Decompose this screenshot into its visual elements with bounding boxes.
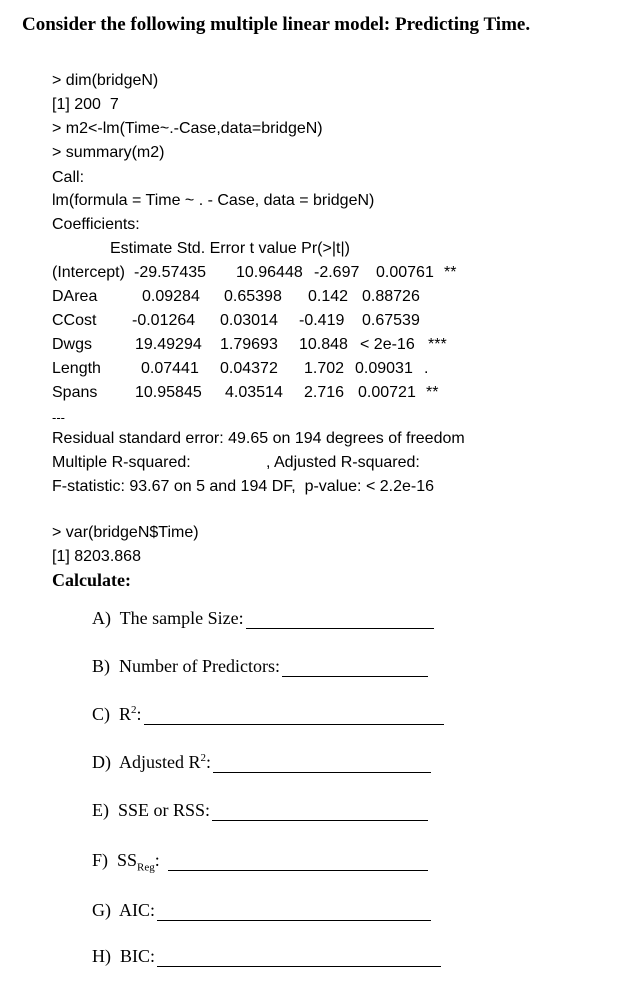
coef-std-error: 0.03014	[220, 312, 278, 329]
console-line: Call:	[52, 169, 85, 186]
question-num-predictors	[92, 656, 428, 677]
coef-std-error: 1.79693	[220, 336, 278, 353]
question-label: H) BIC:	[92, 946, 155, 966]
coef-t-value: 1.702	[304, 360, 345, 377]
question-sample-size	[92, 608, 434, 629]
coef-name: (Intercept)	[52, 264, 125, 281]
coef-p-value: 0.00721	[358, 384, 416, 401]
answer-blank[interactable]	[168, 852, 428, 871]
coef-std-error: 4.03514	[225, 384, 283, 401]
question-label: F) $SS_{Reg}$:	[92, 850, 160, 874]
coef-name: CCost	[52, 312, 97, 329]
coef-estimate: 0.09284	[142, 288, 200, 305]
answer-blank[interactable]	[144, 706, 444, 725]
coef-std-error: 0.65398	[224, 288, 282, 305]
console-line: > summary(m2)	[52, 144, 165, 161]
adjusted-rsq-label: , Adjusted R-squared:	[266, 454, 420, 471]
question-label: E) SSE or RSS:	[92, 800, 211, 820]
question-label: C) $R^2$:	[92, 704, 142, 724]
coef-estimate: 10.95845	[135, 384, 202, 401]
answer-blank[interactable]	[246, 610, 434, 629]
calculate-heading: Calculate:	[52, 570, 131, 590]
answer-blank[interactable]	[282, 658, 428, 677]
console-line: lm(formula = Time ~ . - Case, data = bridgeN)	[52, 192, 375, 209]
coef-t-value: 0.142	[308, 288, 349, 305]
coef-p-value: 0.00761	[376, 264, 434, 281]
coef-t-value: -0.419	[299, 312, 345, 329]
coef-name: Spans	[52, 384, 98, 401]
question-label: D) Adjusted $R^2$:	[92, 752, 212, 772]
coef-significance: .	[424, 360, 429, 377]
coef-significance: ***	[428, 336, 447, 353]
f-statistic-line: F-statistic: 93.67 on 5 and 194 DF, p-value: < 2.2e-16	[52, 478, 434, 495]
coef-header: Estimate Std. Error t value Pr(>|t|)	[110, 240, 350, 257]
coef-estimate: 19.49294	[135, 336, 202, 353]
console-line: [1] 200 7	[52, 96, 119, 113]
coef-name: Dwgs	[52, 336, 93, 353]
coef-estimate: 0.07441	[141, 360, 199, 377]
answer-blank[interactable]	[157, 902, 431, 921]
coef-significance: **	[426, 384, 439, 401]
coef-p-value: 0.09031	[355, 360, 413, 377]
coef-t-value: 10.848	[299, 336, 348, 353]
coef-t-value: -2.697	[314, 264, 360, 281]
answer-blank[interactable]	[213, 754, 431, 773]
residual-se-line: Residual standard error: 49.65 on 194 degrees of freedom	[52, 430, 465, 447]
coef-std-error: 10.96448	[236, 264, 303, 281]
question-aic	[92, 900, 431, 921]
coef-std-error: 0.04372	[220, 360, 278, 377]
var-output: [1] 8203.868	[52, 548, 141, 565]
console-line: > dim(bridgeN)	[52, 72, 159, 89]
question-bic	[92, 946, 441, 967]
separator: ---	[52, 410, 65, 425]
coef-significance: **	[444, 264, 457, 281]
page-title: Consider the following multiple linear model: Predicting Time.	[22, 14, 531, 35]
var-command: > var(bridgeN$Time)	[52, 524, 199, 541]
question-label: G) AIC:	[92, 900, 155, 920]
coef-p-value: 0.88726	[362, 288, 420, 305]
question-label: B) Number of Predictors:	[92, 656, 280, 676]
coef-p-value: 0.67539	[362, 312, 420, 329]
multiple-rsq-label: Multiple R-squared:	[52, 454, 191, 471]
console-line: Coefficients:	[52, 216, 140, 233]
question-r-squared	[92, 704, 444, 725]
console-line: > m2<-lm(Time~.-Case,data=bridgeN)	[52, 120, 323, 137]
answer-blank[interactable]	[157, 948, 441, 967]
question-adjusted-r-squared	[92, 752, 431, 773]
coef-estimate: -29.57435	[134, 264, 207, 281]
question-ss-reg	[92, 850, 428, 874]
coef-p-value: < 2e-16	[360, 336, 415, 353]
question-sse	[92, 800, 428, 821]
coef-name: DArea	[52, 288, 98, 305]
coef-estimate: -0.01264	[132, 312, 196, 329]
coef-t-value: 2.716	[304, 384, 345, 401]
answer-blank[interactable]	[212, 802, 428, 821]
coef-name: Length	[52, 360, 101, 377]
question-label: A) The sample Size:	[92, 608, 244, 628]
